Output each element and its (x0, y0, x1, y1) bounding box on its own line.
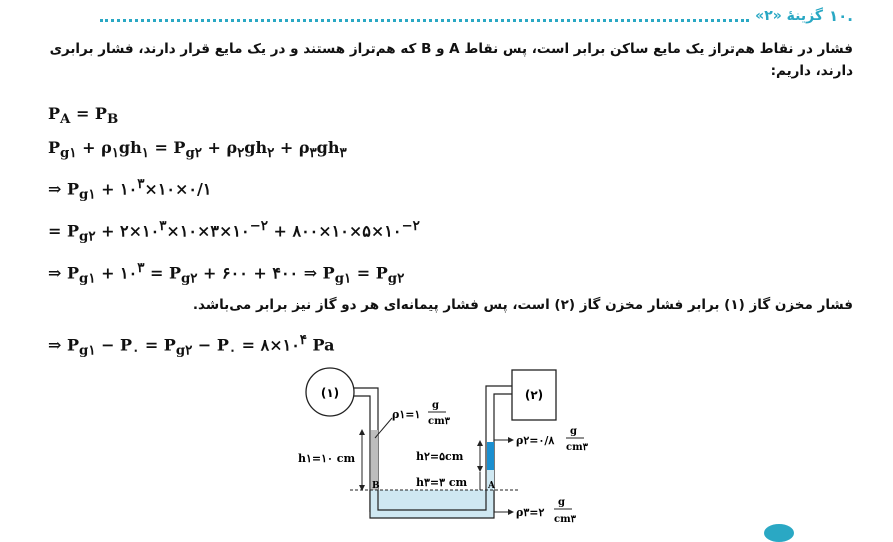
explanation-paragraph-2: فشار مخزن گاز (۱) برابر فشار مخزن گاز (۲) است، پس فشار پیمانه‌ای هر دو گاز نیز برابر می‌باشد. (192, 297, 853, 313)
manometer-diagram (290, 362, 610, 532)
rho1-unit-den: cm۳ (428, 416, 451, 427)
rho1-unit-num: g (432, 400, 439, 411)
rho2-unit-den: cm۳ (566, 442, 589, 453)
equation-3: ⇒ $P_{g۱}$ + $۱۰^۳\times ۱۰\times ۰/۱$ (48, 176, 212, 203)
equation-1: $P_A = P_B$ (48, 104, 119, 128)
answer-header (100, 6, 853, 26)
rho3-label: ρ۳=۲ (516, 506, 545, 519)
rho3-unit-den: cm۳ (554, 514, 577, 525)
oil-column (487, 442, 494, 470)
point-a: A (488, 481, 495, 491)
equation-6: ⇒ $P_{g۱} - P_۰ = P_{g۲} - P_۰$ = $۸\times ۱۰^۴$ Pa (48, 332, 335, 359)
rho2-unit-num: g (570, 426, 577, 437)
point-b: B (372, 481, 380, 491)
rho3-unit-num: g (558, 497, 565, 508)
h2-label: h۲=۵cm (416, 450, 464, 463)
tank-1-label: (۱) (320, 386, 340, 400)
rho2-label: ρ۲=۰/۸ (516, 434, 555, 447)
dotted-leader (100, 11, 749, 22)
equation-5: ⇒ $P_{g۱}$ + $۱۰^۳ = P_{g۲}$ + ۶۰۰ + ۴۰۰ ⇒ $P_{g۱} = P_{g۲}$ (48, 260, 405, 287)
tank-2-label: (۲) (524, 388, 544, 402)
h1-label: h۱=۱۰ cm (298, 452, 356, 465)
h3-label: h۳=۳ cm (416, 476, 468, 489)
explanation-paragraph-1: فشار در نقاط هم‌تراز یک مایع ساکن برابر است، پس نقاط A و B که هم‌تراز هستند و در یک مایع قرار دارند، فشار برابری دارند، داریم: (49, 41, 853, 79)
decorative-corner-shape (764, 524, 794, 542)
equation-4: = $P_{g۲}$ + $۲\times ۱۰^۳\times ۱۰\times ۳\times ۱۰^{-۲}$ + $۸۰۰\times ۱۰\times ۵\times ۱۰^{-۲}$ (48, 218, 420, 245)
equation-2: $P_{g۱} + \rho_۱gh_۱ = P_{g۲} + \rho_۲gh_۲ + \rho_۳gh_۳$ (48, 138, 347, 162)
rho1-label: ρ۱=۱ (392, 408, 421, 421)
answer-choice: گزینهٔ «۲» (755, 8, 823, 24)
question-number: .۱۰ (828, 7, 853, 25)
